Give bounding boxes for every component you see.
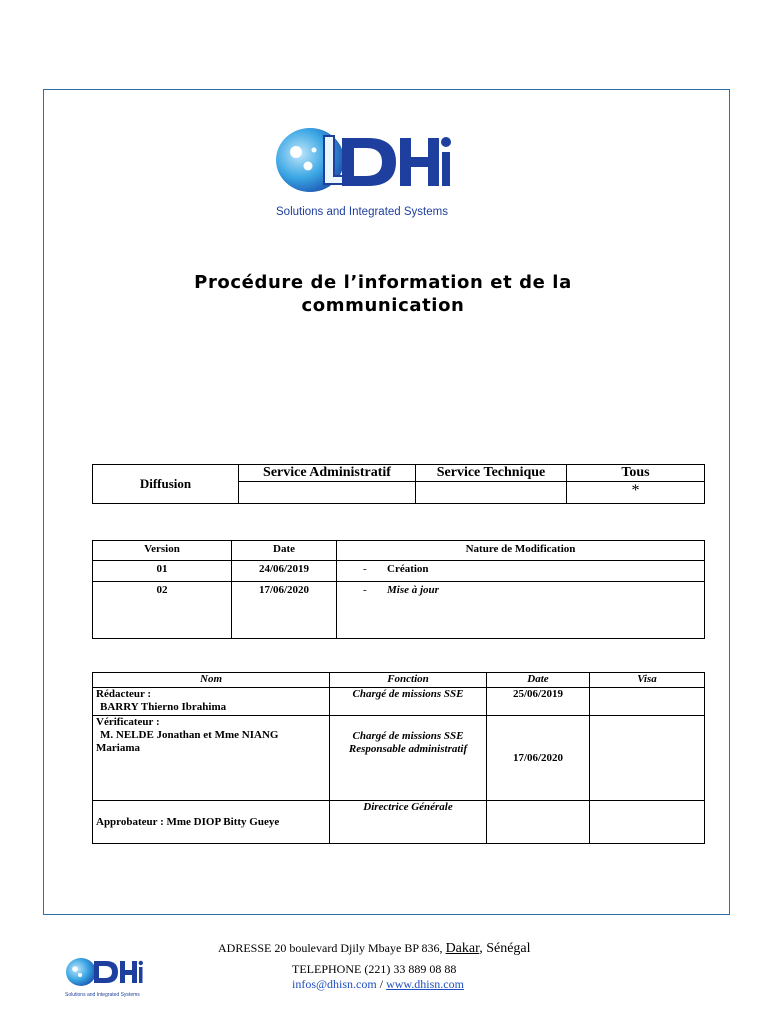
footer-phone: TELEPHONE (221) 33 889 08 88 <box>292 962 457 976</box>
verificateur-date: 17/06/2020 <box>487 716 590 801</box>
redacteur-name: BARRY Thierno Ibrahima <box>100 701 227 713</box>
footer-contact: infos@dhisn.com / www.dhisn.com <box>292 977 464 991</box>
dhi-logo <box>272 122 457 222</box>
mark-service-admin <box>239 482 416 504</box>
redacteur-fonction: Chargé de missions SSE <box>330 688 487 716</box>
verificateur-name: M. NELDE Jonathan et Mme NIANG <box>100 729 279 741</box>
footer-email[interactable]: infos@dhisn.com <box>292 977 377 991</box>
approbateur-cell: Approbateur : Mme DIOP Bitty Gueye <box>93 801 330 844</box>
footer-city: Dakar <box>445 941 480 956</box>
verificateur-cell <box>93 716 330 801</box>
redacteur-cell <box>93 688 330 716</box>
logo-tagline: Solutions and Integrated Systems <box>276 206 448 218</box>
version-date: 24/06/2019 <box>232 561 337 582</box>
header-nature: Nature de Modification <box>337 541 705 561</box>
document-title <box>150 271 616 317</box>
col-tous: Tous <box>567 465 705 482</box>
footer-website-link[interactable]: www.dhisn.com <box>386 977 464 991</box>
mark-tous: * <box>567 482 705 504</box>
footer-address: ADRESSE 20 boulevard Djily Mbaye BP 836, Dakar, Sénégal <box>218 941 531 956</box>
mark-service-tech <box>416 482 567 504</box>
verificateur-visa <box>590 716 705 801</box>
header-fonction: Fonction <box>330 673 487 688</box>
dhi-logo-footer <box>64 955 144 1001</box>
approbateur-fonction: Directrice Générale <box>330 801 487 844</box>
svg-text:Solutions and Integrated Syste: Solutions and Integrated Systems <box>65 992 140 998</box>
table-row <box>93 716 705 801</box>
signatures-table <box>92 672 705 844</box>
version-table <box>92 540 705 639</box>
diffusion-label: Diffusion <box>93 465 239 504</box>
title-line-2: communication <box>301 295 465 316</box>
redacteur-date: 25/06/2019 <box>487 688 590 716</box>
header-version: Version <box>93 541 232 561</box>
verificateur-fonction: Chargé de missions SSE Responsable administratif <box>330 716 487 801</box>
col-service-tech: Service Technique <box>416 465 567 482</box>
version-nature: - Création <box>337 561 705 582</box>
table-row <box>93 688 705 716</box>
verificateur-name-cont: Mariama <box>96 742 140 754</box>
col-service-admin: Service Administratif <box>239 465 416 482</box>
header-nom: Nom <box>93 673 330 688</box>
header-visa: Visa <box>590 673 705 688</box>
title-line-1: Procédure de l’information et de la <box>194 272 572 293</box>
version-number: 02 <box>93 582 232 639</box>
table-row <box>93 582 705 639</box>
version-nature: - Mise à jour <box>337 582 705 639</box>
table-row <box>93 561 705 582</box>
header-date: Date <box>487 673 590 688</box>
version-date: 17/06/2020 <box>232 582 337 639</box>
approbateur-visa <box>590 801 705 844</box>
header-date: Date <box>232 541 337 561</box>
redacteur-visa <box>590 688 705 716</box>
table-row <box>93 801 705 844</box>
diffusion-table <box>92 464 705 504</box>
redacteur-role: Rédacteur : <box>96 688 152 700</box>
verificateur-role: Vérificateur : <box>96 716 160 728</box>
version-number: 01 <box>93 561 232 582</box>
approbateur-date <box>487 801 590 844</box>
